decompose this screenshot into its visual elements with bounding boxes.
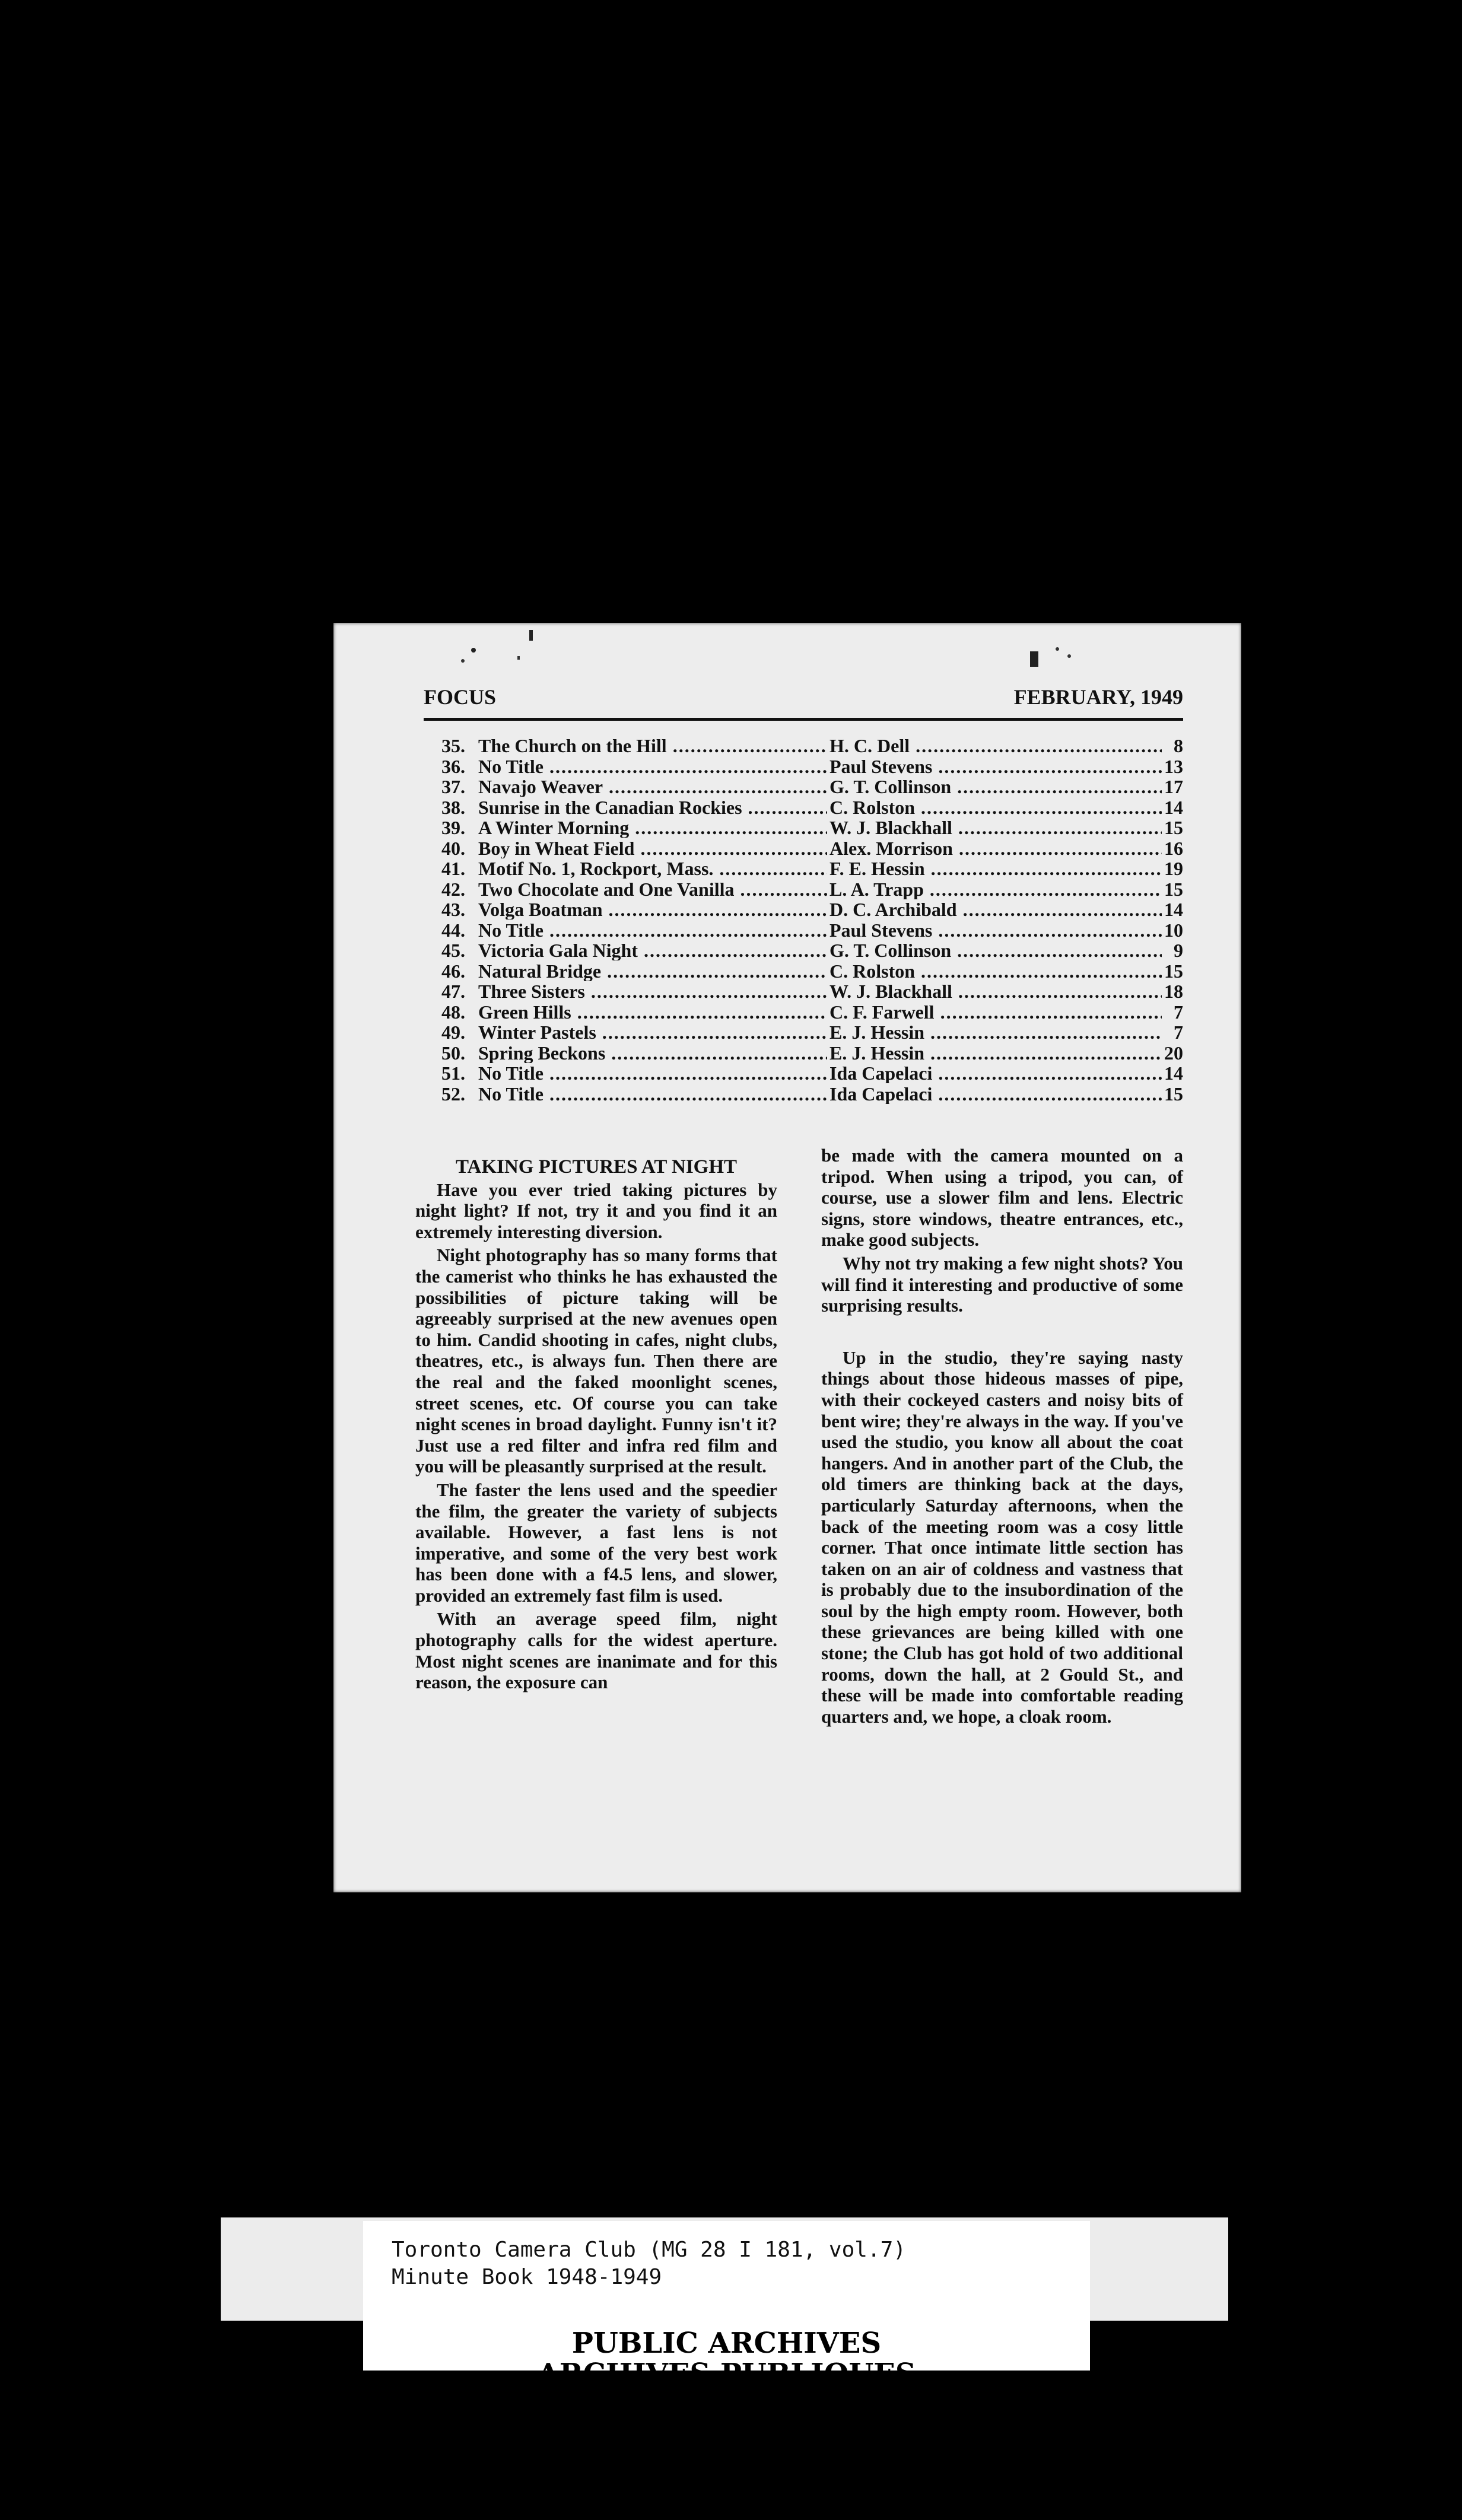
entry-title: No Title ..... [478, 756, 827, 777]
entry-title: No Title ..... [478, 1063, 827, 1083]
article-heading: TAKING PICTURES AT NIGHT [455, 1156, 738, 1178]
entry-author: C. Rolston ..... [829, 797, 1162, 817]
entry-title: Motif No. 1, Rockport, Mass. ..... [478, 858, 827, 879]
entry-row [424, 1063, 1183, 1084]
entry-points: 10 [1164, 919, 1183, 941]
entry-number: 35. [441, 735, 465, 756]
article-column-right [821, 1145, 1183, 1727]
entry-title: Volga Boatman ..... [478, 899, 827, 919]
entry-points: 14 [1164, 899, 1183, 920]
entry-points: 17 [1164, 776, 1183, 797]
entry-author: Paul Stevens ..... [829, 756, 1162, 777]
entry-author: L. A. Trapp ..... [829, 879, 1162, 899]
entry-points: 15 [1164, 960, 1183, 982]
entry-points: 20 [1164, 1042, 1183, 1064]
entry-title: Spring Beckons ..... [478, 1043, 827, 1063]
entry-points: 15 [1164, 817, 1183, 838]
entry-title: No Title ..... [478, 920, 827, 940]
stamp-line-country: CANADA [656, 2388, 797, 2422]
issue-date: FEBRUARY, 1949 [1013, 685, 1183, 709]
entry-row [424, 899, 1183, 920]
entry-row [424, 736, 1183, 756]
entry-author: G. T. Collinson ..... [829, 777, 1162, 797]
entry-row [424, 797, 1183, 818]
article-paragraph: Night photography has so many forms that the camerist who thinks he has exhausted the possibilities of picture taking will be agreeably surprised at the new avenues open to him. Candid shooting in cafes, night clubs, theatres, etc., is always fun. Then there are the real and the faked moonlight scenes, street scenes, etc. Of course you can take night scenes in broad daylight. Funny isn't it? Just use a red filter and infra red film and you will be pleasantly surprised at the result. [415, 1245, 777, 1477]
entry-number: 47. [441, 981, 465, 1002]
entry-points: 14 [1164, 1062, 1183, 1084]
article-paragraph: Why not try making a few night shots? You will find it interesting and productive of some surprising results. [821, 1252, 1183, 1316]
entry-row [424, 777, 1183, 797]
document-page [333, 623, 1241, 1892]
entry-points: 8 [1174, 735, 1183, 756]
archives-stamp [363, 2328, 1090, 2420]
entry-author: W. J. Blackhall ..... [829, 817, 1162, 838]
entry-number: 36. [441, 755, 465, 777]
entries-list [424, 736, 1183, 1104]
entry-number: 50. [441, 1042, 465, 1064]
entry-title: Two Chocolate and One Vanilla ..... [478, 879, 827, 899]
entry-points: 7 [1174, 1001, 1183, 1023]
entry-author: Alex. Morrison ..... [829, 838, 1162, 858]
entry-author: Paul Stevens ..... [829, 920, 1162, 940]
entry-points: 9 [1174, 940, 1183, 961]
entry-points: 16 [1164, 837, 1183, 859]
entry-row [424, 858, 1183, 879]
entry-title: Three Sisters ..... [478, 981, 827, 1001]
entry-row [424, 1022, 1183, 1043]
entry-title: Sunrise in the Canadian Rockies ..... [478, 797, 827, 817]
entry-number: 40. [441, 837, 465, 859]
club-news-paragraph: Up in the studio, they're saying nasty things about those hideous masses of pipe, with their cockeyed casters and noisy bits of bent wire; they're always in the way. If you've used the studio, you know all about the coat hangers. And in another part of the Club, the old timers are thinking back at the days, particularly Saturday afternoons, when the back of the meeting room was a cosy little corner. That once intimate little section has taken on an air of coldness and vastness that is probably due to the insubordination of the soul by the high empty room. However, both these grievances are being killed with one stone; the Club has got hold of two additional rooms, down the hall, at 2 Gould St., and these will be made into comfortable reading quarters and, we hope, a cloak room. [821, 1347, 1183, 1727]
entry-title: A Winter Morning ..... [478, 817, 827, 838]
stamp-line-english: PUBLIC ARCHIVES [571, 2327, 882, 2360]
entry-number: 51. [441, 1062, 465, 1084]
entry-row [424, 981, 1183, 1002]
entry-author: Ida Capelaci ..... [829, 1063, 1162, 1083]
entry-author: E. J. Hessin ..... [829, 1022, 1162, 1042]
article-paragraph: The faster the lens used and the speedier the film, the greater the variety of subjects available. However, a fast lens is not imperative, and some of the very best work has been done with a f4.5 lens, and slower, provided an extremely fast film is used. [415, 1479, 777, 1606]
entry-number: 43. [441, 899, 465, 920]
entry-number: 37. [441, 776, 465, 797]
article-paragraph: be made with the camera mounted on a tripod. When using a tripod, you can, of course, use a slower film and lens. Electric signs, store windows, theatre entrances, etc., make good subjects. [821, 1145, 1183, 1251]
entry-points: 18 [1164, 981, 1183, 1002]
header-rule [424, 718, 1183, 721]
entry-number: 52. [441, 1083, 465, 1105]
entry-number: 44. [441, 919, 465, 941]
entry-row [424, 1043, 1183, 1064]
entry-points: 15 [1164, 1083, 1183, 1105]
entry-row [424, 1084, 1183, 1105]
entry-points: 15 [1164, 878, 1183, 900]
entry-row [424, 756, 1183, 777]
entry-points: 14 [1164, 796, 1183, 818]
entry-number: 48. [441, 1001, 465, 1023]
entry-title: Natural Bridge ..... [478, 961, 827, 981]
entry-title: The Church on the Hill ..... [478, 736, 827, 756]
collection-reference: Toronto Camera Club (MG 28 I 181, vol.7) [392, 2238, 906, 2262]
entry-number: 45. [441, 940, 465, 961]
entry-number: 46. [441, 960, 465, 982]
entry-author: G. T. Collinson ..... [829, 940, 1162, 960]
entry-row [424, 961, 1183, 982]
entry-row [424, 817, 1183, 838]
entry-number: 49. [441, 1022, 465, 1043]
entry-number: 41. [441, 858, 465, 879]
page-specks [333, 623, 1241, 670]
entry-points: 19 [1164, 858, 1183, 879]
entry-author: E. J. Hessin ..... [829, 1043, 1162, 1063]
entry-author: D. C. Archibald ..... [829, 899, 1162, 919]
entry-row [424, 940, 1183, 961]
entry-author: C. F. Farwell ..... [829, 1002, 1162, 1022]
entry-row [424, 879, 1183, 900]
entry-row [424, 1002, 1183, 1023]
volume-description: Minute Book 1948-1949 [392, 2265, 662, 2289]
entry-title: Winter Pastels ..... [478, 1022, 827, 1042]
entry-author: F. E. Hessin ..... [829, 858, 1162, 879]
entry-author: H. C. Dell ..... [829, 736, 1162, 756]
publication-title: FOCUS [424, 685, 497, 709]
entry-points: 7 [1174, 1022, 1183, 1043]
entry-row [424, 838, 1183, 859]
entry-points: 13 [1164, 755, 1183, 777]
article-paragraph: With an average speed film, night photography calls for the widest aperture. Most night scenes are inanimate and for this reason, the exposure can [415, 1608, 777, 1693]
entry-title: Victoria Gala Night ..... [478, 940, 827, 960]
entry-title: Green Hills ..... [478, 1002, 827, 1022]
entry-row [424, 920, 1183, 941]
entry-author: Ida Capelaci ..... [829, 1084, 1162, 1104]
stamp-line-french: ARCHIVES PUBLIQUES [537, 2357, 916, 2391]
archive-label [363, 2221, 1090, 2422]
entry-number: 42. [441, 878, 465, 900]
entry-number: 38. [441, 796, 465, 818]
entry-author: W. J. Blackhall ..... [829, 981, 1162, 1001]
entry-title: No Title ..... [478, 1084, 827, 1104]
entry-number: 39. [441, 817, 465, 838]
article-column-left [415, 1157, 777, 1693]
entry-author: C. Rolston ..... [829, 961, 1162, 981]
entry-title: Navajo Weaver ..... [478, 777, 827, 797]
article-paragraph: Have you ever tried taking pictures by night light? If not, try it and you find it an extremely interesting diversion. [415, 1179, 777, 1242]
entry-title: Boy in Wheat Field ..... [478, 838, 827, 858]
